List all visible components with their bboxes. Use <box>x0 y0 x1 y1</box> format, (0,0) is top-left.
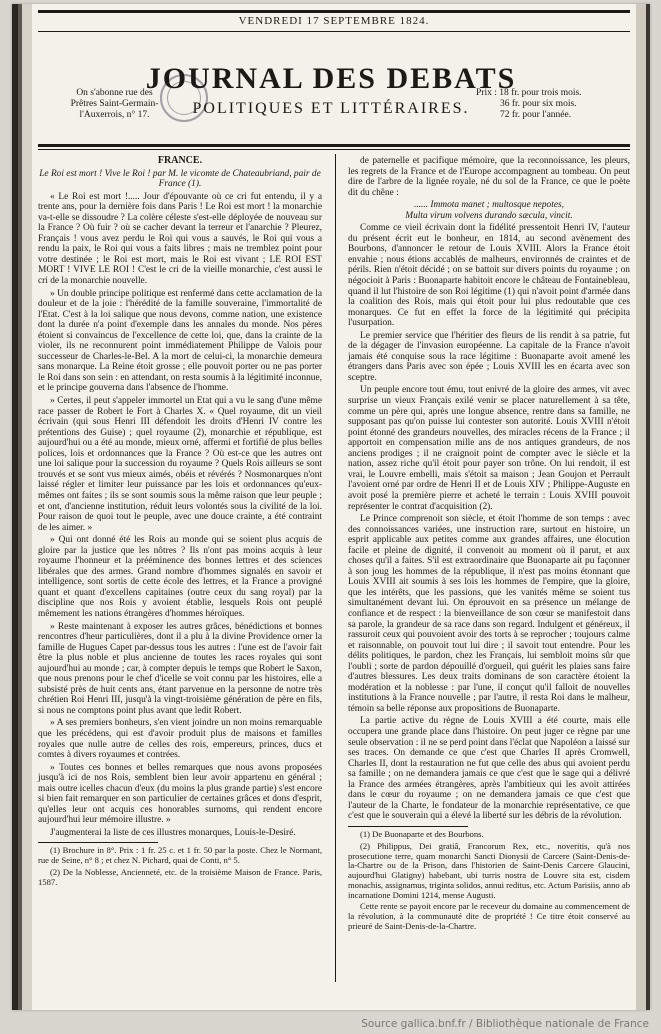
masthead-rule-thin <box>38 149 630 150</box>
article-paragraph: de paternelle et pacifique mémoire, que la reconnoissance, les pleurs, les regrets de la France et de l'Europe accompagnent au tombeau. On peut dire de l'arbre de la lignée royale, né du sol de la France, ce que le poète dit du chêne : <box>348 156 630 198</box>
article-paragraph: » A ses premiers bonheurs, s'en vient joindre un non moins remarquable que les précédens, qui est d'avoir produit plus de maisons et familles royales que nulle autre de celles des rois, empereurs, princes, ducs et comtes à divers royaumes et contrées. <box>38 718 322 761</box>
address-line: Prêtres Saint-Germain- <box>70 99 159 109</box>
left-fold-shadow <box>12 4 32 1010</box>
article-paragraph: J'augmenterai la liste de ces illustres monarques, Louis-le-Desiré. <box>50 827 296 838</box>
newspaper-page <box>12 4 650 1010</box>
masthead-rule <box>38 144 630 147</box>
subscription-prices <box>476 88 626 121</box>
article-paragraph: Le Prince comprenoit son siècle, et étoit l'homme de son temps : avec des connoissances variées, une instruction rare, surtout en histoire, un esprit applicable aux petites comme aux grandes affaires, une élocution facile et pleine de dignité, il convenoit au moment où il parut, et aux choses qu'il a faites. S'il est extraordinaire que Buonaparte ait pu façonner à son joug les hommes de la république, il n'est pas moins étonnant que Louis XVIII ait soumis à ses lois les hommes de l'empire, que la gloire, que les intérêts, que les passions, que les vanités même se soient tus simultanément devant lui. On éprouvoit en sa présence un mélange de confiance et de respect : la bienveillance de son cœur se manifestoit dans sa parole, la grandeur de sa race dans son regard. Indulgent et généreux, il rassuroit ceux qui pouvoient avoir des torts à se reprocher ; toujours calme et raisonnable, on pouvoit tout lui dire ; il savoit tout entendre. Pour les délits politiques, le pardon, chez les Français, lui sembloit moins sûr que l'oubli ; sorte de pardon dépouillé d'orgueil, qui guérit les plaies sans faire d'autres blessures. Les deux traits dominans de son caractère étoient la modération et la noblesse : par l'une, il conçut qu'il falloit de nouvelles institutions à la France nouvelle ; par l'autre, il resta Roi dans le malheur, témoin sa belle réponse aux propositions de Buonaparte. <box>348 514 630 714</box>
article-paragraph: » Toutes ces bonnes et belles remarques que nous avons proposées jusqu'à ici de nos Rois, semblent bien leur avoir appartenu en général ; mais outre icelles chacun d'eux (du moins la plus grande partie) s'est encore si bien fait remarquer en son particulier de certaines grâces et dons d'esprit, qu'elles leur ont acquis ces honorables surnoms, qui rendent encore aujourd'hui leur mémoire illustre. » <box>38 762 323 826</box>
footnote: (2) De la Noblesse, Ancienneté, etc. de la troisième Maison de France. Paris, 1587. <box>38 867 322 887</box>
source-credit: Source gallica.bnf.fr / Bibliothèque nationale de France <box>361 1018 649 1030</box>
address-line: l'Auxerrois, n° 17. <box>79 110 150 120</box>
newspaper-subtitle: POLITIQUES ET LITTÉRAIRES. <box>192 100 470 117</box>
latin-verse <box>348 200 630 221</box>
verse-line: ...... Immota manet ; multosque nepotes, <box>414 200 564 211</box>
article-paragraph: » Certes, il peut s'appeler immortel un Etat qui a vu le sang d'une même race passer de Robert le Fort à Charles X. « Quel royaume, dit un vieil écrivain (qui sous Henri III défendoit les droits d'Henri IV contre les prétentions des Guise) ; quel royaume (2), monarchie et république, est aujourd'hui ou a été au monde, mieux orné, affermi et fortifié de plus belles polices, lois et ordonnances que la France ? Où est-ce que les autres ont une loi salique pour la succession du royaume ? Quels Rois ailleurs se sont trouvés et se sont vus mieux aimés, obéis et révérés ? Nosmonarques n'ont laissé régler et limiter leur puissance par les lois et ordonnances qu'eux-mêmes ont faites ; ils se sont soumis sous la même raison que leur peuple ; et ont, d'ancienne institution, réduit leurs volontés sous la civilité de la loi. Pour raison de quoi tout le peuple, avec une douce crainte, a été contraint de les aimer. » <box>38 396 322 533</box>
article-paragraph: » Qui ont donné été les Rois au monde qui se soient plus acquis de gloire par la justice que les nôtres ? Ils n'ont pas moins acquis à leur royaume l'honneur et la prééminence des bonnes lettres et des sciences libérales que des armes. Grand nombre d'hommes signalés en savoir et intelligence, sont sortis de cette école des lettres, et la France a provigné quant et quant d'excellens capitaines (outre ceux du sang royal) par la discipline que nos Rois y avoient établie, lesquels Rois ont peuplé mêmement les nations étrangères d'hommes héroïques. <box>38 535 322 619</box>
article-paragraph: « Le Roi est mort !..... Jour d'épouvante où ce cri fut entendu, il y a trente ans, pour la dernière fois dans Paris ! Le Roi est mort ! la monarchie va-t-elle se dissoudre ? La colère céleste s'est-elle déployée de nouveau sur la France ? Où fuir ? où se cacher devant la terreur et l'anarchie ? Pleurez, Français ! vous avez perdu le Roi qui vous a sauvés, le Roi qui vous a rendu la paix, le Roi qui vous a faits libres ; mais ne tremblez point pour votre destinée ; le Roi est mort, mais le Roi est vivant ; LE ROI EST MORT ! VIVE LE ROI ! C'est le cri de la vieille monarchie, c'est aussi le cri de la monarchie nouvelle. <box>38 191 322 287</box>
footnote: Cette rente se payoit encore par le receveur du domaine au commencement de la révolution, à la communauté dite de propriété ! Ce titre étoit conservé au prieuré de Saint-Denis-de-la-Chartre. <box>348 901 630 932</box>
newspaper-title: JOURNAL DES DEBATS <box>145 62 517 95</box>
column-divider <box>335 154 336 982</box>
price-line: 36 fr. pour six mois. <box>500 99 577 109</box>
right-column <box>348 156 630 934</box>
left-column <box>38 156 322 890</box>
price-line: Prix : 18 fr. pour trois mois. <box>476 88 582 98</box>
footnote-rule <box>348 826 468 827</box>
address-line: On s'abonne rue des <box>76 88 153 98</box>
footnote: (1) Brochure in 8°. Prix : 1 fr. 25 c. et 1 fr. 50 par la poste. Chez le Normant, rue de Seine, n° 8 ; et chez N. Pichard, quai de Conti, n° 5. <box>38 845 322 866</box>
article-paragraph: » Un double principe politique est renfermé dans cette acclamation de la douleur et de la joie : l'hérédité de la famille souveraine, l'immortalité de l'Etat. C'est à la loi salique que nous devons, comme nation, une existence dont la durée n'a point d'exemple dans les annales du monde. Nos pères étoient si convaincus de l'excellence de cette loi, que, dans la crainte de la violer, ils ne reconnurent point immédiatement Philippe de Valois pour successeur de Charles-le-Bel. A la mort de celui-ci, la monarchie demeura sans monarque. La Reine étoit grosse ; elle pouvoit porter ou ne pas porter le Roi dans son sein : en attendant, on resta soumis à la légitimité inconnue, et le principe gouverna dans l'absence de l'homme. <box>38 288 322 394</box>
price-line: 72 fr. pour l'année. <box>500 110 572 120</box>
section-heading: FRANCE. <box>157 155 203 166</box>
date-rule <box>38 31 630 32</box>
article-headline: Le Roi est mort ! Vive le Roi ! par M. le vicomte de Chateaubriand, pair de France (1). <box>39 168 321 190</box>
footnote-rule <box>38 842 158 843</box>
verse-line: Multa virum volvens durando sæcula, vincit. <box>405 210 573 221</box>
footnote: (1) De Buonaparte et des Bourbons. <box>360 828 484 839</box>
article-paragraph: Le premier service que l'héritier des fleurs de lis rendit à sa patrie, fut de la dégager de l'invasion européenne. La capitale de la France n'avoit jamais été conquise sous la race légitime : Buonaparte avoit amené les étrangers dans Paris avec son épée ; Louis XVIII les en écarta avec son sceptre. <box>348 330 630 383</box>
article-paragraph: » Reste maintenant à exposer les autres grâces, bénédictions et bonnes rencontres d'heur particulières, dont il a plu à la divine Providence orner la famille de Hugues Capet par-dessus tous les autres : l'une est de l'avoir fait être la plus noble et plus ancienne de toutes les races royales qui sont aujourd'hui au monde ; car, à compter depuis le temps que Robert le Saxon, que nous prenons pour le chef d'icelle se voit connu par les histoires, elle a subsisté près de huit cents ans, étant parvenue en la personne de notre très chrétien Roi Henri III, jusqu'à la vingt-troisième génération de père en fils, si nous ne comptons point plus avant que ledit Robert. <box>38 621 322 716</box>
footnote: (2) Philippus, Dei gratiâ, Francorum Rex, etc., noveritis, qu'à nos prosecutione terre, quam monarchi Sancti Dionysii de Carcere (Saint-Denis-de-la-Chartre ou de la Prison, dans l'historien de Saint-Denis Carcere Glaucini, aujourd'hui Glatigny) habebant, ubi turris nostra de Louvre sita est, cisdem monachis, assignamus, triginta solidos, annui reditus, etc. Actum Parisiis, anno ab incarnatione Domini 1214, mense Augusti. <box>348 840 630 900</box>
top-rule <box>38 10 630 13</box>
article-paragraph: Comme ce vieil écrivain dont la fidélité pressentoit Henri IV, l'auteur du présent écrit eut le bonheur, en 1814, au second avènement des Bourbons, d'annoncer le retour de Louis XVIII. Alors la France étoit envahie ; nous étions accablés de malheurs, environnés de craintes et de périls. Rien n'étoit décidé ; on se battoit sur divers points du royaume ; on négocioit à Paris : Buonaparte habitoit encore le château de Fontainebleau, quand il lut l'histoire de son Roi légitime (1) qui n'avoit point d'armée dans la coalition des Rois, mais qui étoit pour lui plus redoutable que ces monarques. Ce fut en effet la force de la légitimité qui précipita l'usurpation. <box>348 223 630 329</box>
article-paragraph: La partie active du règne de Louis XVIII a été courte, mais elle occupera une grande place dans l'histoire. On peut juger ce règne par une seule observation : il ne se perd point dans l'éclat que Napoléon a laissé sur ses traces. On demande ce que c'est que Charles II après Cromwell, Charles II, dont la restauration ne fut que celle des abus qui avoient perdu sa famille ; on ne demandera jamais ce que c'est que le sage qui a délivré la France des armées étrangères, après l'ambitieux qui les avoit attirées dans le cœur du royaume ; on ne demandera jamais ce que c'est que l'auteur de la Charte, le fondateur de la monarchie représentative, ce que c'est que le souverain qui a élevé la liberté sur les débris de la révolution. <box>348 716 630 822</box>
right-fold-shadow <box>636 4 650 1010</box>
issue-date: VENDREDI 17 SEPTEMBRE 1824. <box>238 15 430 27</box>
article-paragraph: Un peuple encore tout ému, tout enivré de la gloire des armes, vit avec surprise un vieux Français exilé venir se placer naturellement à sa tête, comme un père qui, après une longue absence, rentre dans sa famille, ne supposant pas qu'on puisse lui contester son autorité. Louis XVIII n'étoit point étonné des grandeurs nouvelles, des miracles récens de la France ; il apportoit en compensation mille ans de nos antiques grandeurs, de nos anciens prodiges ; il ne craignoit point de compter avec le siècle et la nation, assez riche qu'il étoit pour payer son trône. On lui rendoit, il est vrai, le Louvre embelli, mais s'étoit sa maison ; Jean Goujon et Perrault l'avoient orné par ordre de Henri II et de Louis XIV ; Philippe-Auguste en avoit posé la première pierre et acheté le terrain : Louis XVIII pouvoit représenter le contrat d'acquisition (2). <box>348 385 630 512</box>
